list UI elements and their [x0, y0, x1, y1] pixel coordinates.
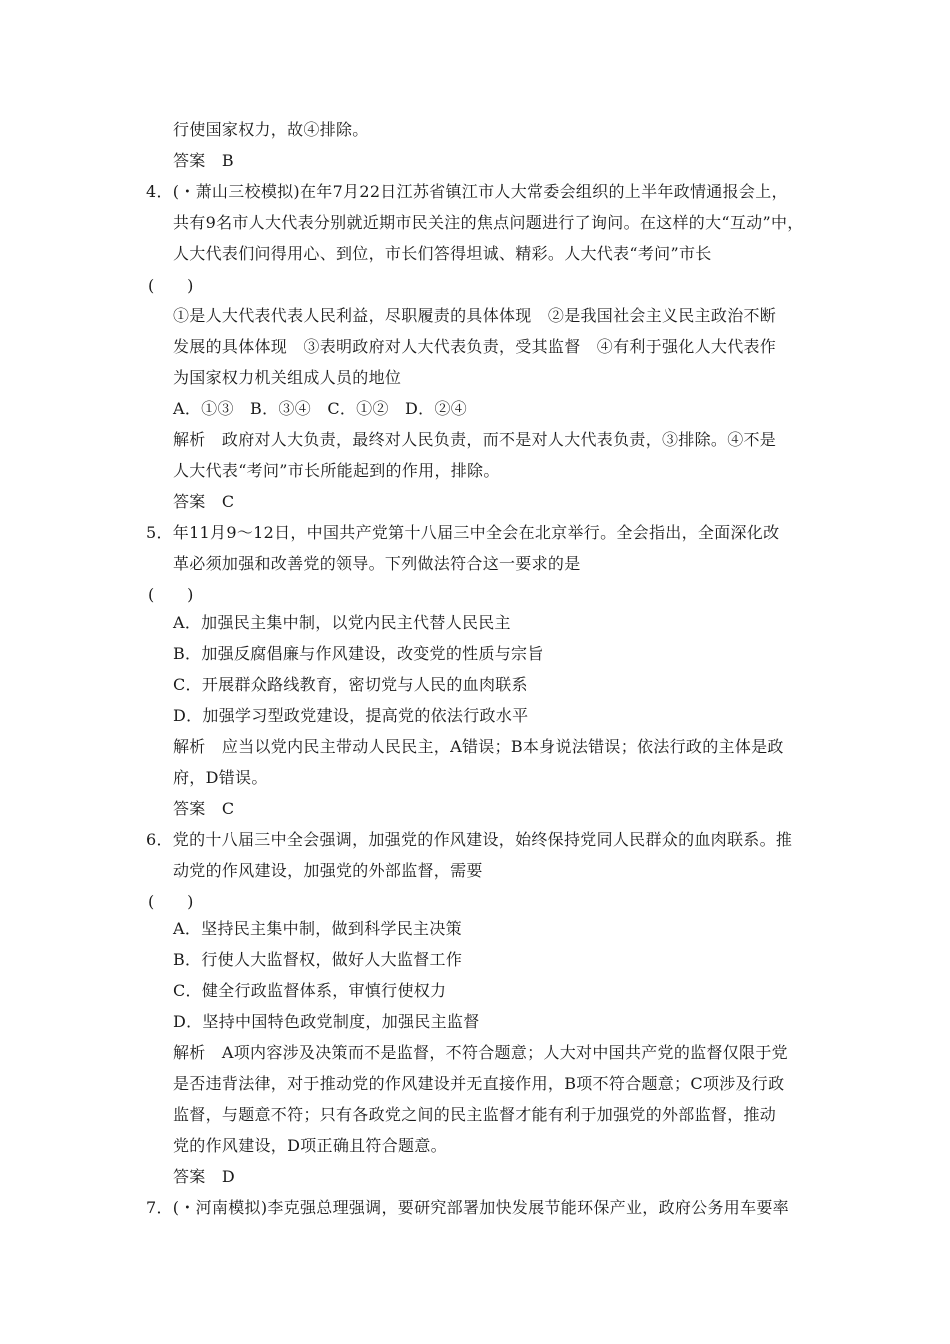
q6-option-b: B．行使人大监督权，做好人大监督工作 [173, 950, 463, 969]
q4-stem-line1: 4．(・萧山三校模拟)在年7月22日江苏省镇江市人大常委会组织的上半年政情通报会上， [146, 182, 788, 201]
q6-stem-line2: 动党的作风建设，加强党的外部监督，需要 [173, 861, 483, 880]
q6-option-d: D．坚持中国特色政党制度，加强民主监督 [173, 1012, 480, 1031]
prev-answer: 答案 B [173, 151, 234, 170]
q4-choices: A．①③ B．③④ C．①② D．②④ [173, 399, 468, 418]
q5-stem-line1: 5．年11月9～12日，中国共产党第十八届三中全会在北京举行。全会指出，全面深化改 [146, 523, 780, 542]
q5-analysis-line1: 解析 应当以党内民主带动人民民主，A错误；B本身说法错误；依法行政的主体是政 [173, 737, 784, 756]
q5-analysis-line2: 府，D错误。 [173, 768, 268, 787]
continuation-text: 行使国家权力，故④排除。 [173, 120, 369, 139]
q5-stem-line2: 革必须加强和改善党的领导。下列做法符合这一要求的是 [173, 554, 581, 573]
q6-analysis-line2: 是否违背法律，对于推动党的作风建设并无直接作用，B项不符合题意；C项涉及行政 [173, 1074, 785, 1093]
q4-analysis-line2: 人大代表“考问”市长所能起到的作用，排除。 [173, 461, 500, 480]
q5-answer: 答案 C [173, 799, 235, 818]
q6-option-c: C．健全行政监督体系，审慎行使权力 [173, 981, 447, 1000]
q4-option-line1: ①是人大代表代表人民利益，尽职履责的具体体现 ②是我国社会主义民主政治不断 [173, 306, 777, 325]
q6-option-a: A．坚持民主集中制，做到科学民主决策 [173, 919, 462, 938]
q6-answer: 答案 D [173, 1167, 236, 1186]
q6-analysis-line4: 党的作风建设，D项正确且符合题意。 [173, 1136, 447, 1155]
q4-answer: 答案 C [173, 492, 235, 511]
q5-option-d: D．加强学习型政党建设，提高党的依法行政水平 [173, 706, 529, 725]
q6-answer-paren: ( ) [148, 892, 194, 911]
q7-stem-line1: 7．(・河南模拟)李克强总理强调，要研究部署加快发展节能环保产业，政府公务用车要率 [146, 1198, 789, 1217]
q4-stem-line2: 共有9名市人大代表分别就近期市民关注的焦点问题进行了询问。在这样的大“互动”中， [173, 213, 804, 232]
q5-answer-paren: ( ) [148, 585, 194, 604]
q6-stem-line1: 6．党的十八届三中全会强调，加强党的作风建设，始终保持党同人民群众的血肉联系。推 [146, 830, 793, 849]
q4-analysis-line1: 解析 政府对人大负责，最终对人民负责，而不是对人大代表负责，③排除。④不是 [173, 430, 777, 449]
q5-option-c: C．开展群众路线教育，密切党与人民的血肉联系 [173, 675, 528, 694]
q4-option-line3: 为国家权力机关组成人员的地位 [173, 368, 402, 387]
q6-analysis-line1: 解析 A项内容涉及决策而不是监督，不符合题意；人大对中国共产党的监督仅限于党 [173, 1043, 788, 1062]
q4-answer-paren: ( ) [148, 276, 194, 295]
q6-analysis-line3: 监督，与题意不符；只有各政党之间的民主监督才能有利于加强党的外部监督，推动 [173, 1105, 777, 1124]
q4-stem-line3: 人大代表们问得用心、到位，市长们答得坦诚、精彩。人大代表“考问”市长 [173, 244, 712, 263]
q5-option-a: A．加强民主集中制，以党内民主代替人民民主 [173, 613, 511, 632]
q4-option-line2: 发展的具体体现 ③表明政府对人大代表负责，受其监督 ④有利于强化人大代表作 [173, 337, 777, 356]
q5-option-b: B．加强反腐倡廉与作风建设，改变党的性质与宗旨 [173, 644, 544, 663]
